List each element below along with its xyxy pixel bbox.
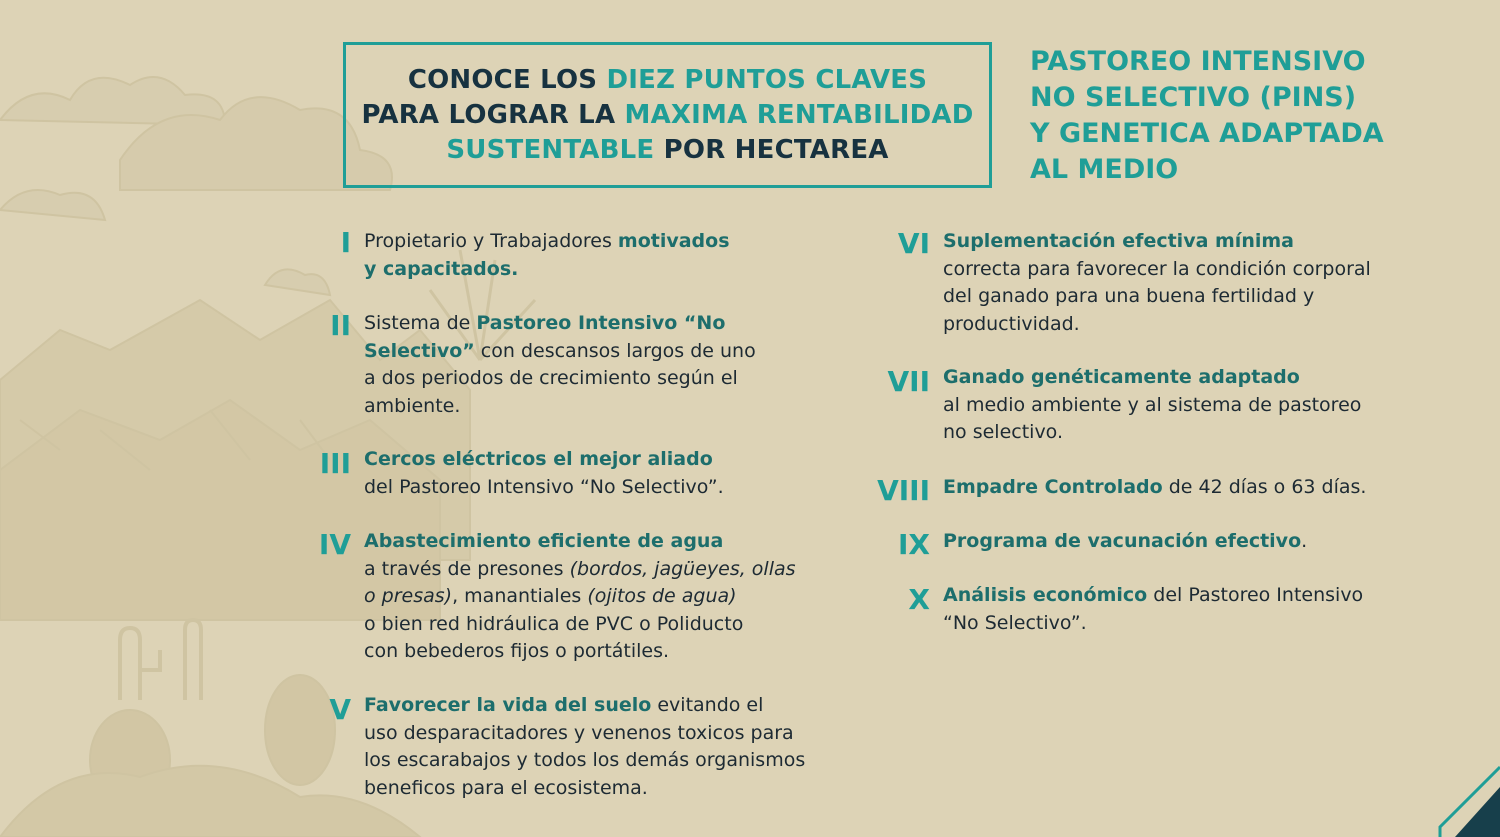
point-text [364, 692, 805, 802]
point-number: VII [887, 365, 930, 398]
bold-text: Suplementación efectiva mínima [943, 230, 1294, 252]
point-text [364, 528, 796, 666]
point-number: I [340, 226, 351, 259]
bold-text: Selectivo” [364, 339, 475, 362]
pins-line: NO SELECTIVO (PINS) [1030, 82, 1357, 113]
text: evitando el [651, 694, 764, 716]
text: uso desparacitadores y venenos toxicos para [364, 721, 794, 744]
italic-text: o presas) [364, 585, 453, 607]
text: ambiente. [364, 394, 461, 417]
text: a dos periodos de crecimiento según el [364, 367, 738, 389]
text: Sistema de [364, 312, 477, 334]
point-text [364, 446, 724, 501]
pins-line: AL MEDIO [1030, 154, 1179, 185]
text: del Pastoreo Intensivo “No Selectivo”. [364, 475, 724, 498]
text: . [1301, 530, 1308, 552]
title-highlight: MAXIMA RENTABILIDAD [624, 99, 974, 130]
text: “No Selectivo”. [943, 611, 1087, 634]
bold-text: Programa de vacunación efectivo [943, 530, 1302, 552]
bold-text: Abastecimiento eficiente de agua [364, 530, 724, 552]
italic-text: (ojitos de agua) [587, 585, 737, 607]
title-text: CONOCE LOS [407, 64, 607, 95]
title-highlight: DIEZ PUNTOS CLAVES [606, 64, 928, 95]
point-number: X [908, 583, 930, 616]
bold-text: Favorecer la vida del suelo [364, 694, 652, 716]
text: de 42 días o 63 días. [1162, 476, 1367, 498]
title-line-3 [446, 133, 888, 168]
title-highlight: SUSTENTABLE [446, 134, 655, 165]
title-line-2 [362, 98, 974, 133]
text: beneficos para el ecosistema. [364, 776, 648, 799]
text: correcta para favorecer la condición corporal [943, 257, 1371, 280]
text: los escarabajos y todos los demás organismos [364, 749, 806, 771]
text: con bebederos fijos o portátiles. [364, 640, 670, 662]
italic-text: (bordos, jagüeyes, ollas [569, 557, 796, 580]
pins-line: PASTOREO INTENSIVO [1030, 46, 1366, 77]
point-number: VIII [877, 474, 930, 507]
point-text [943, 228, 1371, 338]
title-box [343, 42, 992, 188]
point-number: II [330, 309, 351, 342]
title-line-1 [408, 63, 927, 98]
corner-decoration [1430, 757, 1500, 837]
point-number: IX [897, 528, 930, 561]
point-text [364, 310, 756, 420]
point-text [943, 364, 1361, 447]
text: al medio ambiente y al sistema de pastoreo [943, 393, 1362, 416]
text: Propietario y Trabajadores [364, 230, 618, 252]
bold-text: Empadre Controlado [943, 476, 1163, 498]
point-text [943, 474, 1366, 502]
point-number: IV [318, 528, 351, 561]
point-number: III [319, 447, 351, 480]
text: del Pastoreo Intensivo [1147, 584, 1364, 606]
text: a través de presones [364, 557, 570, 580]
text: con descansos largos de uno [474, 339, 756, 362]
point-text [943, 528, 1307, 556]
point-text [364, 228, 730, 283]
pins-heading [1030, 44, 1410, 188]
text: o bien red hidráulica de PVC o Poliducto [364, 612, 744, 635]
point-text [943, 582, 1363, 637]
point-number: V [329, 693, 351, 726]
point-number: VI [897, 227, 930, 260]
title-text: POR HECTAREA [654, 134, 889, 165]
bold-text: Cercos eléctricos el mejor aliado [364, 448, 713, 470]
text: del ganado para una buena fertilidad y [943, 285, 1315, 307]
title-text: PARA LOGRAR LA [361, 99, 625, 130]
bold-text: Pastoreo Intensivo “No [476, 312, 726, 334]
bold-text: Análisis económico [943, 584, 1148, 606]
bold-text: y capacitados. [364, 257, 519, 280]
text: productividad. [943, 312, 1080, 335]
pins-line: Y GENETICA ADAPTADA [1030, 118, 1384, 149]
bold-text: Ganado genéticamente adaptado [943, 366, 1300, 388]
text: , manantiales [452, 585, 588, 607]
text: no selectivo. [943, 421, 1064, 443]
bold-text: motivados [617, 230, 730, 252]
